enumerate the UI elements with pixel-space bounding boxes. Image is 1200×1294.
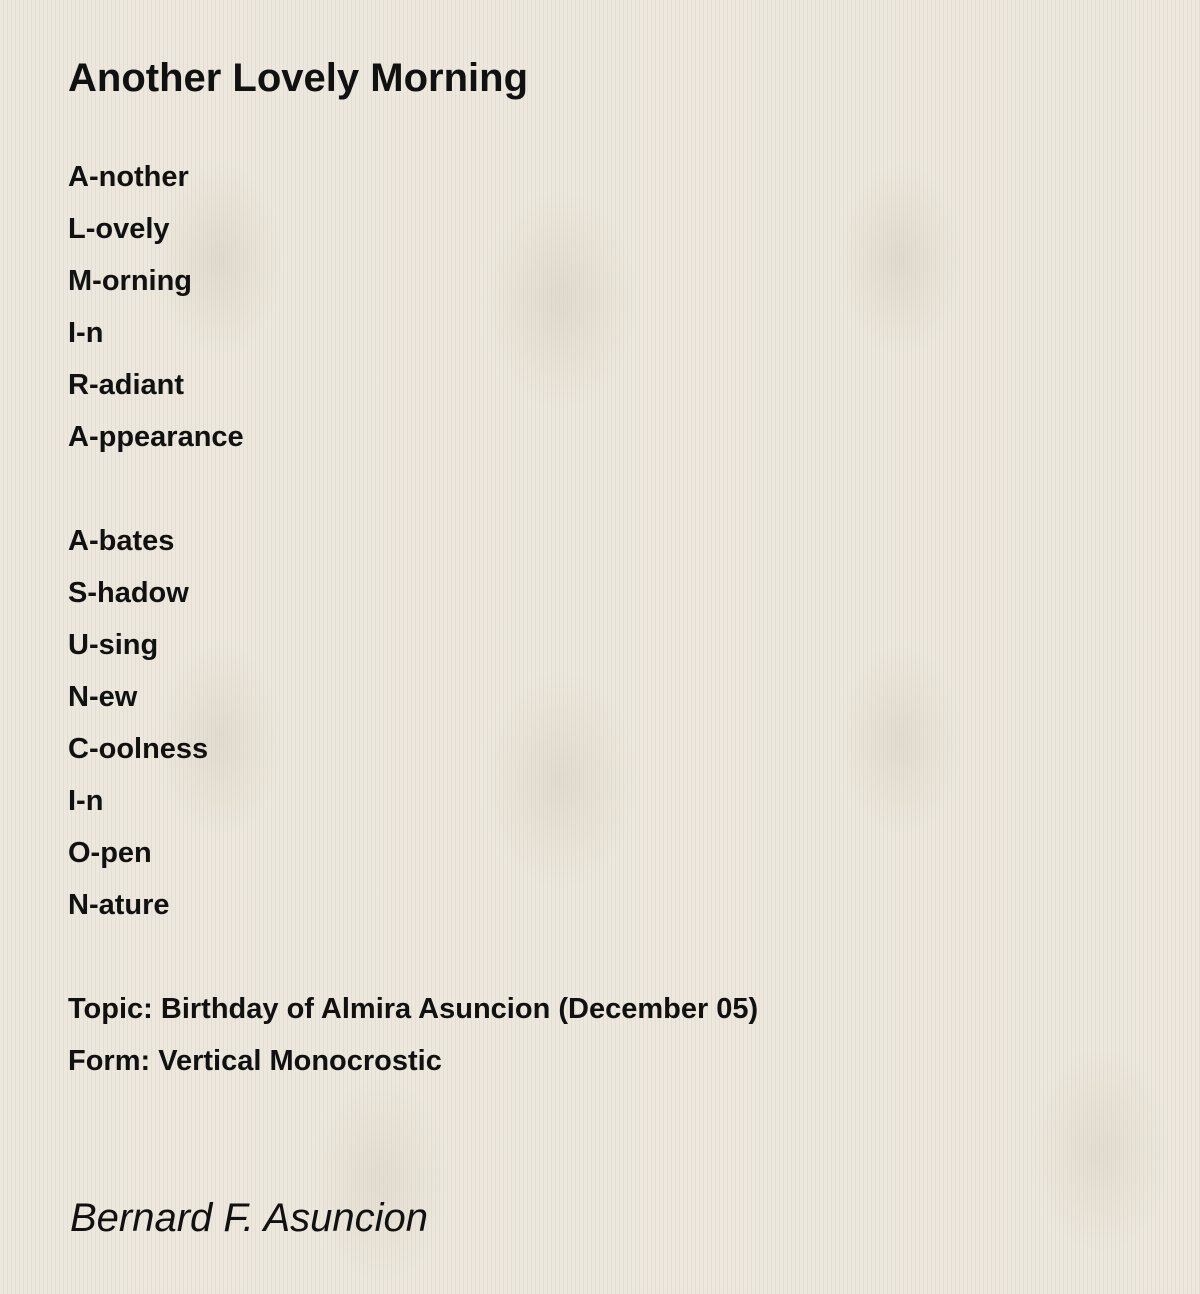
poem-form: Form: Vertical Monocrostic <box>68 1045 442 1077</box>
poem-line: A-nother <box>68 161 189 193</box>
poem-meta <box>68 983 758 1087</box>
poem-line: I-n <box>68 317 104 349</box>
stanza-2 <box>68 515 244 931</box>
poem-line: A-ppearance <box>68 421 244 453</box>
poem-line: N-ature <box>68 889 170 921</box>
poem-line: N-ew <box>68 681 138 713</box>
stanza-gap <box>68 463 244 515</box>
poem-line: O-pen <box>68 837 152 869</box>
poem-line: S-hadow <box>68 577 189 609</box>
poem-line: M-orning <box>68 265 193 297</box>
poem-line: L-ovely <box>68 213 170 245</box>
poem-line: A-bates <box>68 525 175 557</box>
poem-body <box>68 151 244 931</box>
poem-line: U-sing <box>68 629 159 661</box>
poem-line: I-n <box>68 785 104 817</box>
poem-author: Bernard F. Asuncion <box>70 1196 428 1240</box>
poem-title: Another Lovely Morning <box>68 56 528 100</box>
poem-topic: Topic: Birthday of Almira Asuncion (December 05) <box>68 993 759 1025</box>
poem-line: R-adiant <box>68 369 184 401</box>
stanza-1 <box>68 151 244 463</box>
poem-line: C-oolness <box>68 733 209 765</box>
